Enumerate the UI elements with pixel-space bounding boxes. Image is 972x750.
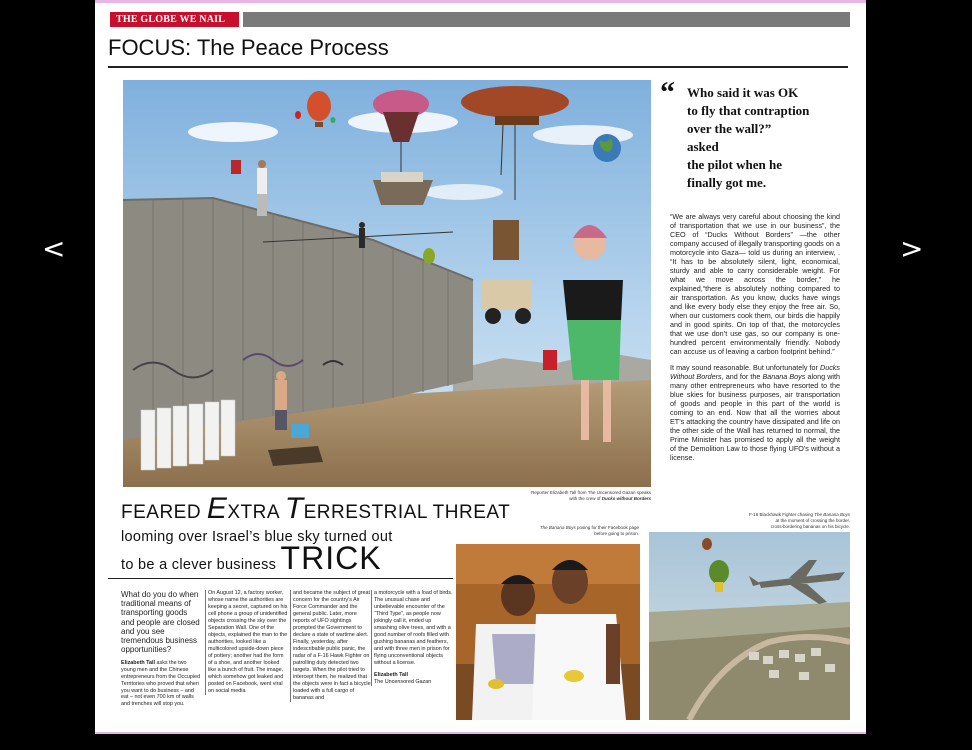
main-photo-caption-emphasis: Ducks without Borders: [601, 496, 651, 501]
jet-caption-emphasis: The Banana Boys: [814, 512, 850, 517]
jet-photo-caption: [725, 512, 850, 530]
boys-photo-caption: [535, 525, 639, 537]
headline-word-xtra: XTRA: [227, 502, 285, 523]
p2-em-ducks: Ducks Without Borders: [670, 363, 840, 381]
jet-caption-line1: F-16 Blackhawk Fighter chasing: [748, 512, 815, 517]
headline-line3-text: to be a clever business: [121, 557, 281, 573]
pull-quote-line: over the wall?”: [687, 121, 772, 136]
p2-text-b: , and for the: [721, 372, 763, 381]
headline-rule: [108, 578, 453, 579]
strap-text: asks the two young men and the Chinese entrepreneurs from the Occupied Territories who proved that when you want to do business – and eat – not even 700 km of walls and trenches will stop you.: [121, 660, 201, 708]
next-page-button[interactable]: >: [900, 232, 924, 265]
boys-caption-emphasis: The Banana Boys: [539, 525, 576, 530]
headline-line2: looming over Israel’s blue sky turned out: [121, 529, 393, 545]
p2-em-banana: Banana Boys: [762, 372, 806, 381]
pull-quote-line: Who said it was OK: [687, 85, 799, 100]
article-column-1: [121, 590, 201, 708]
headline-trick: TRICK: [280, 540, 382, 576]
newspaper-page: [95, 0, 866, 734]
headline-word-feared: FEARED: [121, 502, 207, 523]
article-column-4-text: a motorcycle with a load of birds. The unusual chase and unbelievable encounter of the “Third Type”, as people now jokingly call it, ended up smashing olive trees, and with a good number of roofs filled with gushing bananas and feathers, and with three men in prison for flying unconventional objects without a license.: [374, 590, 453, 666]
article-column-3: and became the subject of great concern for the country’s Air Force Commander and the general public. Later, more reports of UFO sightings prompted the Government to declare a state of wartime alert. Finally, yesterday, after indescribable public panic, the radar of a F-16 Hawk Fighter on patrolling duty detected two targets. When the pilot tried to intercept them, he realized that the objects were in fact a bicycle loaded with a full cargo of bananas and: [290, 590, 373, 702]
strap-author: Elizabeth Tall: [121, 660, 156, 667]
masthead-bar: [243, 12, 850, 27]
jet-caption-line3: cross-bordering bananas on his bicycle.: [770, 524, 850, 529]
page-bottom-border: [95, 732, 866, 734]
article-signature: [374, 672, 454, 686]
jet-photo: [649, 532, 850, 720]
right-body-paragraph-1: “We are always very careful about choosing the kind of transportation that we use in our business”, the CEO of “Ducks Without Borders” —the other company accused of illegally transporting goods on a motorcycle into Gaza— told us during an interview, . “It has to be absolutely silent, light, economical, sturdy and able to carry considerable weight. For what we move across the border,” he explained,“there is absolutely nothing compared to air transportation. As you know, ducks have wings and like every body else they enjoy the free air. So, when our customers cook them, our birds die happily and in good spirits. On top of that, the motorcycles that we use don’t use gas, so our company is one-hundred percent environmentally friendly. Nobody can accuse us of leaving a carbon footprint behind.”: [670, 212, 840, 356]
article-strap: [121, 660, 201, 708]
headline-line1: [121, 494, 541, 528]
jet-caption-line2: at the moment of crossing the border.: [775, 518, 850, 523]
title-rule: [108, 66, 848, 68]
page-top-border: [95, 0, 866, 3]
quote-mark: “: [660, 76, 675, 109]
masthead: THE GLOBE WE NAIL: [110, 12, 239, 27]
page-title: FOCUS: The Peace Process: [108, 35, 389, 60]
main-photo: [123, 80, 651, 487]
right-body-text: [670, 212, 840, 469]
article-column-2: On August 12, a factory worker, whose name the authorities are keeping a secret, captured on his cell phone a group of unidentified objects crossing the sky over the Separation Wall. One of the objects, explained the man to the authorities, looked like a multicolored upside-down piece of pottery; another had the form of a shoe, and another looked like a bunch of fruit. The image, which somehow got leaked and posted on Facebook, went viral on social media: [205, 590, 288, 695]
article-intro: What do you do when traditional means of transporting goods and people are closed and you see tremendous business opportunities?: [121, 590, 200, 655]
pull-quote-line: finally got me.: [687, 175, 767, 190]
pull-quote-line: asked: [687, 139, 719, 154]
p2-text-a: It may sound reasonable. But unfortunately for: [670, 363, 821, 372]
signature-name: Elizabeth Tall: [374, 672, 409, 678]
main-photo-caption-line1: Reporter Elizabeth Tall from The Uncensored Gazan speaks: [531, 490, 651, 495]
headline-initial-t: T: [284, 492, 304, 525]
article-column-4: [371, 590, 454, 686]
right-body-paragraph-2: [670, 363, 840, 462]
prev-page-button[interactable]: <: [42, 232, 66, 265]
main-photo-caption-line2: with the crew of: [569, 496, 601, 501]
boys-caption-text: posing for their Facebook page before going to prison.: [575, 525, 639, 536]
headline-initial-e: E: [206, 492, 228, 525]
jet-photo-illustration: [649, 532, 850, 720]
pull-quote: [660, 76, 853, 192]
main-photo-illustration: [123, 80, 651, 487]
boys-photo: [456, 544, 640, 720]
boys-photo-illustration: [456, 544, 640, 720]
signature-org: The Uncensored Gazan: [374, 679, 432, 685]
p2-text-c: along with many other entrepreneurs who have resorted to the blue skies for business purposes, air transportation of goods and people in this part of the world is coming to an end. Now that all the worries about ET’s attacking the country have dissipated and life on the other side of the Wall has returned to normal, the Prime Minister has promised to apply all the weight of the Demolition Law to those flying UFO’s without a license.: [670, 372, 840, 462]
pull-quote-line: the pilot when he: [687, 157, 782, 172]
headline-word-errestrial: ERRESTRIAL THREAT: [303, 502, 511, 523]
pull-quote-line: to fly that contraption: [687, 103, 810, 118]
